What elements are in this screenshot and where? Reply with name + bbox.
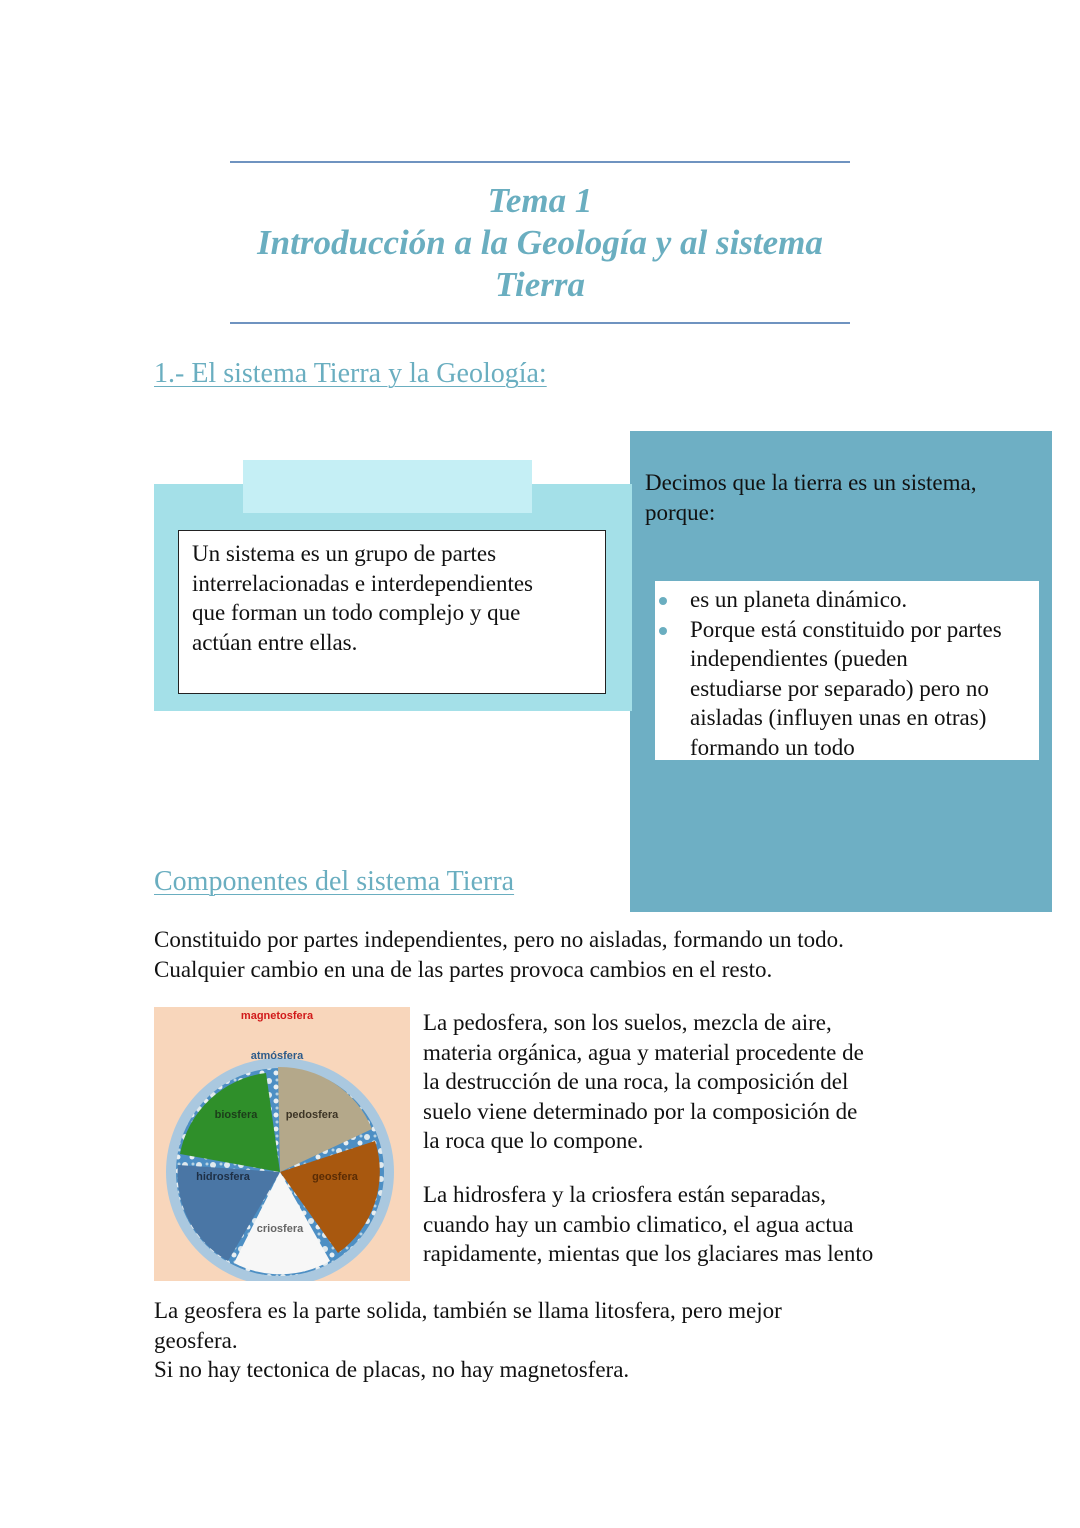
section-heading-componentes: Componentes del sistema Tierra: [154, 866, 515, 897]
reasons-intro-line: Decimos que la tierra es un sistema,: [645, 470, 977, 495]
hidrosfera-label: hidrosfera: [196, 1171, 250, 1183]
definition-line: interrelacionadas e interdependientes: [192, 570, 534, 596]
reason-line: Porque está constituido por partes: [690, 616, 1002, 642]
paragraph-line: la destrucción de una roca, la composición del: [423, 1069, 849, 1094]
section-heading-sistema-tierra: 1.- El sistema Tierra y la Geología:: [154, 358, 547, 389]
title-bottom-rule: [230, 322, 850, 324]
hidrosfera-paragraph: [423, 1180, 943, 1269]
title-line-2: Introducción a la Geología y al sistema: [257, 223, 823, 262]
paragraph-line: rapidamente, mientas que los glaciares mas lento: [423, 1241, 874, 1266]
title-top-rule: [230, 161, 850, 163]
definition-line: actúan entre ellas.: [192, 629, 358, 655]
paragraph-line: geosfera.: [154, 1327, 238, 1353]
bullet-icon: [659, 597, 667, 605]
paragraph-line: cuando hay un cambio climatico, el agua actua: [423, 1211, 854, 1237]
geosfera-label: geosfera: [312, 1171, 358, 1183]
page-title: [230, 180, 850, 306]
paragraph-line: La geosfera es la parte solida, también se llama litosfera, pero mejor: [154, 1298, 782, 1323]
reason-line: estudiarse por separado) pero no: [690, 675, 989, 701]
reasons-intro: [645, 468, 1035, 527]
reason-line: independientes (pueden: [690, 646, 908, 671]
criosfera-label: criosfera: [256, 1223, 304, 1235]
reason-line: es un planeta dinámico.: [690, 587, 908, 612]
paragraph-line: materia orgánica, agua y material procedente de: [423, 1039, 864, 1065]
reasons-list-box: [655, 581, 1039, 760]
system-definition-box: [178, 530, 606, 694]
definition-line: que forman un todo complejo y que: [192, 600, 521, 625]
paragraph-line: Cualquier cambio en una de las partes provoca cambios en el resto.: [154, 956, 773, 982]
title-line-3: Tierra: [494, 265, 586, 304]
list-item: [655, 585, 1039, 615]
bullet-icon: [659, 627, 667, 635]
biosfera-label: biosfera: [214, 1109, 258, 1121]
earth-spheres-diagram: [154, 1007, 410, 1281]
list-item: [655, 615, 1039, 763]
reason-line: formando un todo: [690, 734, 855, 760]
reasons-intro-line: porque:: [645, 499, 716, 525]
definition-line: Un sistema es un grupo de partes: [192, 541, 497, 566]
title-line-1: Tema 1: [487, 181, 593, 220]
paragraph-line: Si no hay tectonica de placas, no hay magnetosfera.: [154, 1357, 630, 1382]
reasons-list: [655, 585, 1039, 762]
paragraph-line: La hidrosfera y la criosfera están separadas,: [423, 1182, 826, 1207]
magnetosfera-label: magnetosfera: [240, 1010, 314, 1022]
components-intro: [154, 925, 844, 984]
paragraph-line: La pedosfera, son los suelos, mezcla de aire,: [423, 1010, 832, 1035]
atmosfera-label: atmósfera: [250, 1050, 304, 1062]
definition-band-tab: [243, 460, 532, 513]
paragraph-line: Constituido por partes independientes, pero no aisladas, formando un todo.: [154, 927, 844, 952]
paragraph-line: la roca que lo compone.: [423, 1128, 644, 1153]
reason-line: aisladas (influyen unas en otras): [690, 705, 987, 730]
geosfera-paragraph: [154, 1296, 782, 1385]
paragraph-line: suelo viene determinado por la composición de: [423, 1098, 858, 1124]
pedosfera-paragraph: [423, 1008, 943, 1156]
pedosfera-label: pedosfera: [285, 1109, 339, 1121]
